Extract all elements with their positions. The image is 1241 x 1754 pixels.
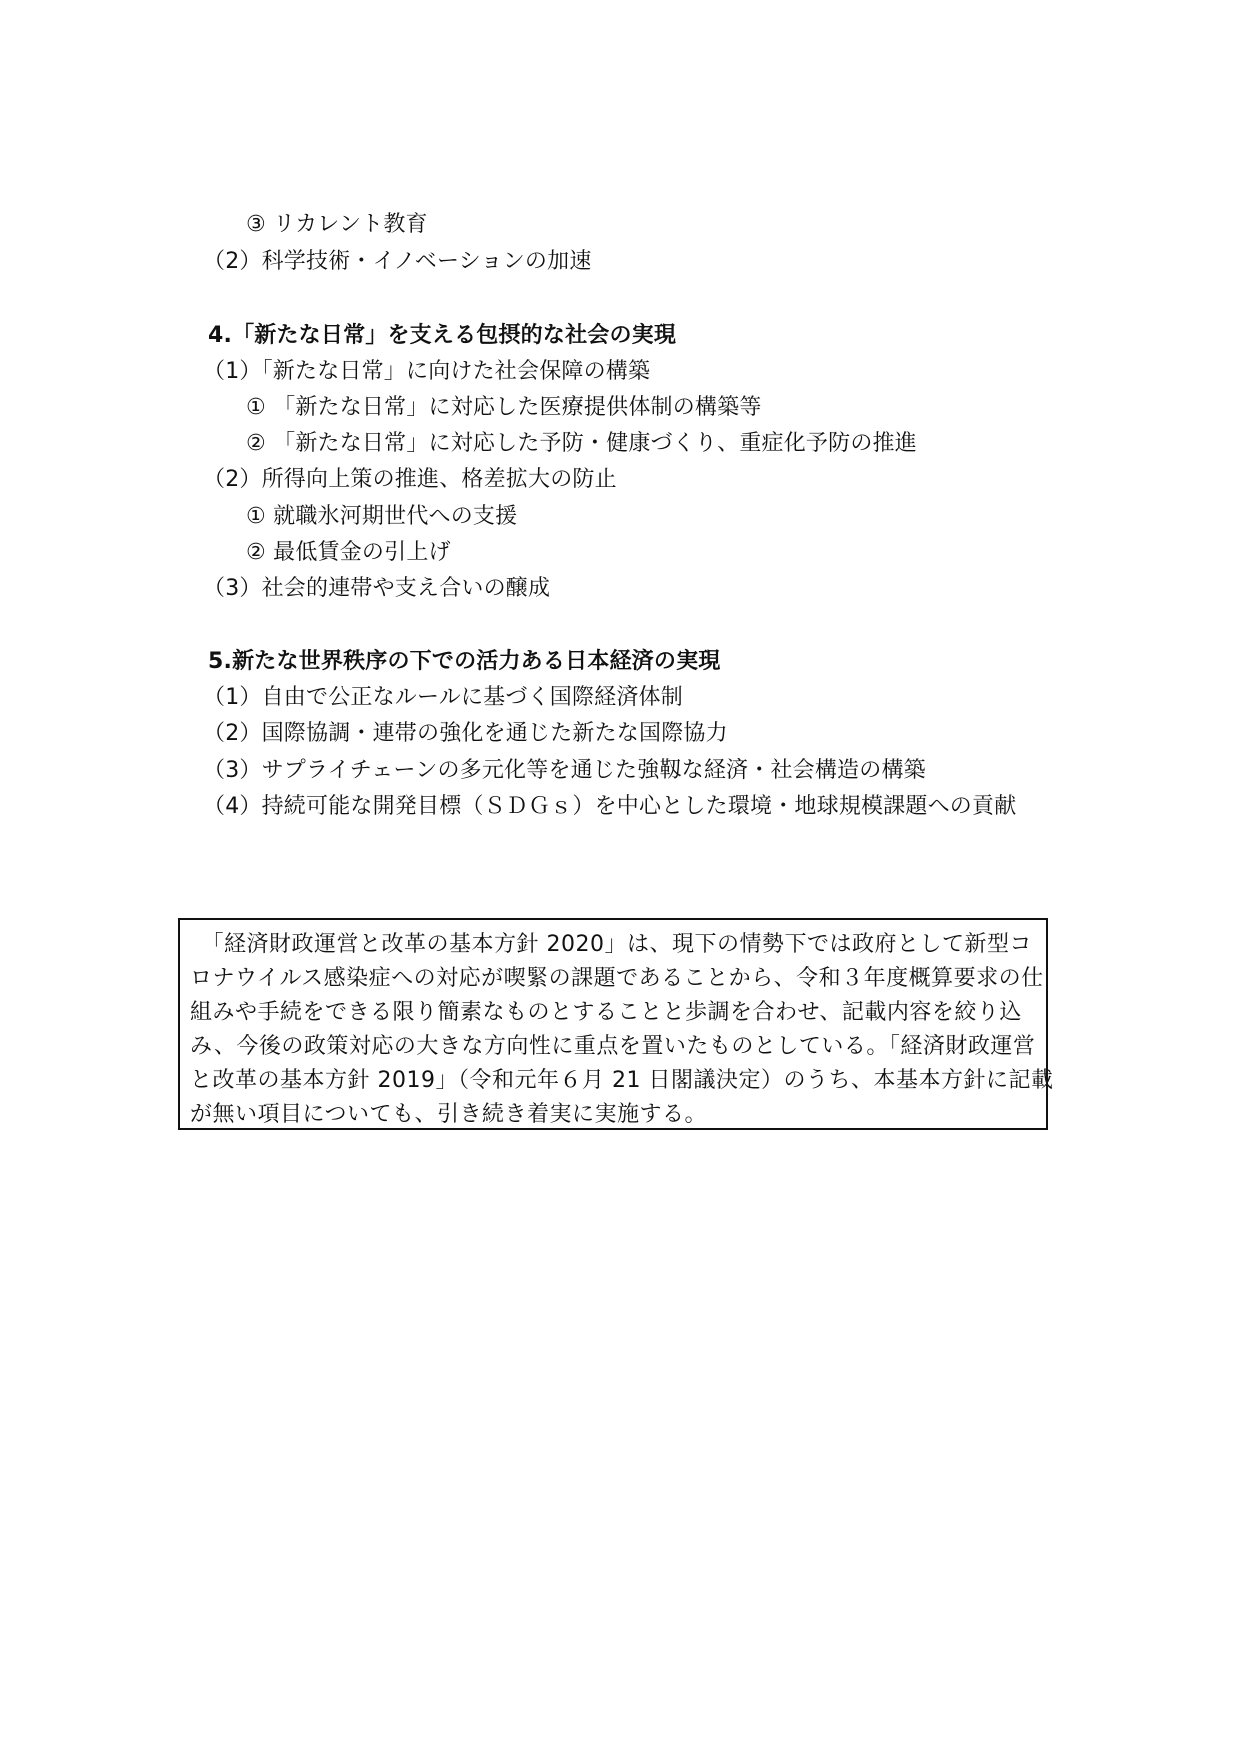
notice-line: と改革の基本方針 2019」（令和元年６月 21 日閣議決定）のうち、本基本方針に記載 xyxy=(190,1068,1054,1093)
outline-sub-income: （2）所得向上策の推進、格差拡大の防止 xyxy=(203,467,617,492)
outline-item-prevention-health: ② 「新たな日常」に対応した予防・健康づくり、重症化予防の推進 xyxy=(246,431,917,456)
notice-line: が無い項目についても、引き続き着実に実施する。 xyxy=(190,1102,708,1127)
section-heading-4: 4.「新たな日常」を支える包摂的な社会の実現 xyxy=(208,323,677,348)
outline-sub-social-solidarity: （3）社会的連帯や支え合いの醸成 xyxy=(203,576,551,601)
notice-line: み、今後の政策対応の大きな方向性に重点を置いたものとしている。「経済財政運営 xyxy=(190,1034,1036,1059)
outline-sub-fair-rules: （1）自由で公正なルールに基づく国際経済体制 xyxy=(203,685,683,710)
outline-item-medical-system: ① 「新たな日常」に対応した医療提供体制の構築等 xyxy=(246,395,762,420)
outline-sub-sdgs: （4）持続可能な開発目標（ＳＤＧｓ）を中心とした環境・地球規模課題への貢献 xyxy=(203,794,1017,819)
outline-item-minimum-wage: ② 最低賃金の引上げ xyxy=(246,540,451,565)
notice-line: 組みや手続をできる限り簡素なものとすることと歩調を合わせ、記載内容を絞り込 xyxy=(190,1000,1022,1025)
outline-sub-science-innovation: （2）科学技術・イノベーションの加速 xyxy=(203,249,592,274)
notice-line: 「経済財政運営と改革の基本方針 2020」は、現下の情勢下では政府として新型コ xyxy=(190,932,1032,957)
outline-sub-supply-chain: （3）サプライチェーンの多元化等を通じた強靱な経済・社会構造の構築 xyxy=(203,758,926,783)
outline-item-recurrent-education: ③ リカレント教育 xyxy=(246,212,428,237)
outline-sub-social-security: （1）「新たな日常」に向けた社会保障の構築 xyxy=(203,359,651,384)
section-heading-5: 5.新たな世界秩序の下での活力ある日本経済の実現 xyxy=(208,649,721,674)
outline-item-employment-ice-age: ① 就職氷河期世代への支援 xyxy=(246,504,518,529)
notice-box xyxy=(178,918,1054,1130)
outline-sub-international-cooperation: （2）国際協調・連帯の強化を通じた新たな国際協力 xyxy=(203,721,728,746)
notice-line: ロナウイルス感染症への対応が喫緊の課題であることから、令和３年度概算要求の仕 xyxy=(190,966,1044,991)
